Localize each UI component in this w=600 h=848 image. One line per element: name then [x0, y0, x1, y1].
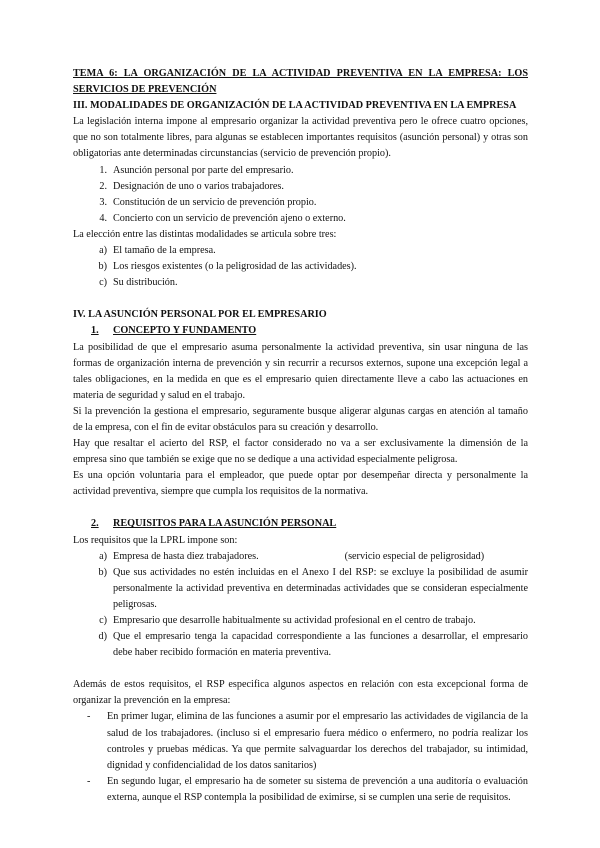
list-item — [73, 259, 528, 275]
subsection-2-heading — [73, 516, 528, 532]
list-item-text: Constitución de un servicio de prevención propio. — [113, 196, 317, 208]
list-item — [73, 211, 528, 227]
list-item-text: Que el empresario tenga la capacidad correspondiente a las funciones a desarrollar, el empresario debe haber recibido formación en materia preventiva. — [113, 631, 528, 659]
list-item-number: 4. — [99, 212, 107, 224]
list-item — [73, 179, 528, 195]
list-item-number: a) — [99, 245, 107, 257]
list-item-text: Concierto con un servicio de prevención ajeno o externo. — [113, 212, 346, 224]
requirements-intro: Los requisitos que la LPRL impone son: — [73, 534, 238, 546]
list-item-bullet: - — [87, 775, 91, 787]
document-title: TEMA 6: LA ORGANIZACIÓN DE LA ACTIVIDAD PREVENTIVA EN LA EMPRESA: LOS SERVICIOS DE PREVENCIÓN — [73, 68, 528, 96]
list-item — [73, 774, 528, 806]
paragraph: Si la prevención la gestiona el empresario, seguramente busque aligerar algunas cargas en atención al tamaño de la empresa, con el fin de evitar obstáculos para su creación y desarrollo. — [73, 405, 528, 433]
list-item-text: Su distribución. — [113, 277, 178, 289]
requirements-list — [73, 549, 528, 662]
aspects-list — [73, 709, 528, 806]
choice-intro: La elección entre las distintas modalidades se articula sobre tres: — [73, 228, 337, 240]
section-3-intro: La legislación interna impone al empresario organizar la actividad preventiva pero le ofrece cuatro opciones, que no son totalmente libres, para algunas se establecen importantes requisitos (asunción personal) y otras son obligatorias ante determinadas circunstancias (servicio de prevención propio). — [73, 116, 528, 160]
requirement-note: (servicio especial de peligrosidad) — [344, 550, 485, 562]
section-4-heading: IV. LA ASUNCIÓN PERSONAL POR EL EMPRESARIO — [73, 309, 327, 321]
criteria-list — [73, 243, 528, 291]
rsp-intro: Además de estos requisitos, el RSP especifica algunos aspectos en relación con esta excepcional forma de organizar la prevención en la empresa: — [73, 679, 528, 707]
list-item — [73, 613, 528, 629]
list-item-text: En segundo lugar, el empresario ha de someter su sistema de prevención a una auditoría o evaluación externa, aunque el RSP contempla la posibilidad de eximirse, si se cumplen una serie de requisitos. — [107, 775, 528, 803]
paragraph: Hay que resaltar el acierto del RSP, el factor considerado no va a ser exclusivamente la dimensión de la empresa sino que también se exige que no se dedique a una actividad especialmente peligrosa. — [73, 438, 528, 466]
list-item-number: b) — [98, 261, 107, 273]
list-item-number: c) — [99, 615, 107, 626]
list-item-number: d) — [98, 631, 107, 643]
paragraph: La posibilidad de que el empresario asuma personalmente la actividad preventiva, sin usar ninguna de las formas de organización interna de prevención y sin recurrir a recursos externos, supone una excepción legal a tales obligaciones, en la medida en que es el empresario quien directamente lleve a cabo las actuaciones en materia de seguridad y salud en el trabajo. — [73, 341, 528, 401]
list-item-text: En primer lugar, elimina de las funciones a asumir por el empresario las actividades de vigilancia de la salud de los trabajadores. (incluso si el empresario fuera médico o enfermero, no podría realizar los controles y pruebas médicas. Ya que permite salvaguardar los derechos del trabajador, su intimidad, dignidad y confidencialidad de los datos sanitarios) — [107, 711, 528, 771]
list-item — [73, 549, 528, 565]
list-item — [73, 243, 528, 259]
list-item-text: Que sus actividades no estén incluidas en el Anexo I del RSP: se excluye la posibilidad de asumir personalmente la actividad preventiva en determinadas actividades que se consideran especialmente peligrosas. — [113, 566, 528, 610]
list-item-text: Asunción personal por parte del empresario. — [113, 164, 294, 176]
list-item-number: 1. — [99, 164, 107, 176]
paragraph: Es una opción voluntaria para el empleador, que puede optar por desempeñar directa y personalmente la actividad preventiva, siempre que cumpla los requisitos de la normativa. — [73, 470, 528, 498]
list-item-bullet: - — [87, 711, 91, 723]
list-item — [73, 275, 528, 291]
subsection-label: CONCEPTO Y FUNDAMENTO — [113, 325, 257, 337]
subsection-1-heading — [73, 323, 528, 339]
list-item — [73, 629, 528, 661]
list-item-number: 3. — [99, 196, 107, 208]
subsection-label: REQUISITOS PARA LA ASUNCIÓN PERSONAL — [113, 518, 337, 530]
subsection-number: 2. — [91, 518, 99, 530]
list-item-text: Empresario que desarrolle habitualmente su actividad profesional en el centro de trabajo. — [113, 615, 476, 626]
list-item — [73, 195, 528, 211]
section-3-heading: III. MODALIDADES DE ORGANIZACIÓN DE LA ACTIVIDAD PREVENTIVA EN LA EMPRESA — [73, 100, 517, 112]
list-item — [73, 565, 528, 613]
list-item-number: c) — [99, 277, 107, 289]
list-item-text — [113, 549, 528, 565]
list-item-text: Los riesgos existentes (o la peligrosidad de las actividades). — [113, 261, 357, 273]
list-item — [73, 163, 528, 179]
list-item-text: El tamaño de la empresa. — [113, 245, 216, 257]
list-item-number: a) — [99, 550, 107, 562]
subsection-number: 1. — [91, 325, 99, 337]
list-item-text: Designación de uno o varios trabajadores. — [113, 180, 284, 192]
list-item-number: b) — [98, 566, 107, 578]
list-item — [73, 709, 528, 773]
options-list — [73, 163, 528, 227]
requirement-text: Empresa de hasta diez trabajadores. — [113, 550, 259, 562]
list-item-number: 2. — [99, 180, 107, 192]
document-page — [73, 66, 528, 806]
